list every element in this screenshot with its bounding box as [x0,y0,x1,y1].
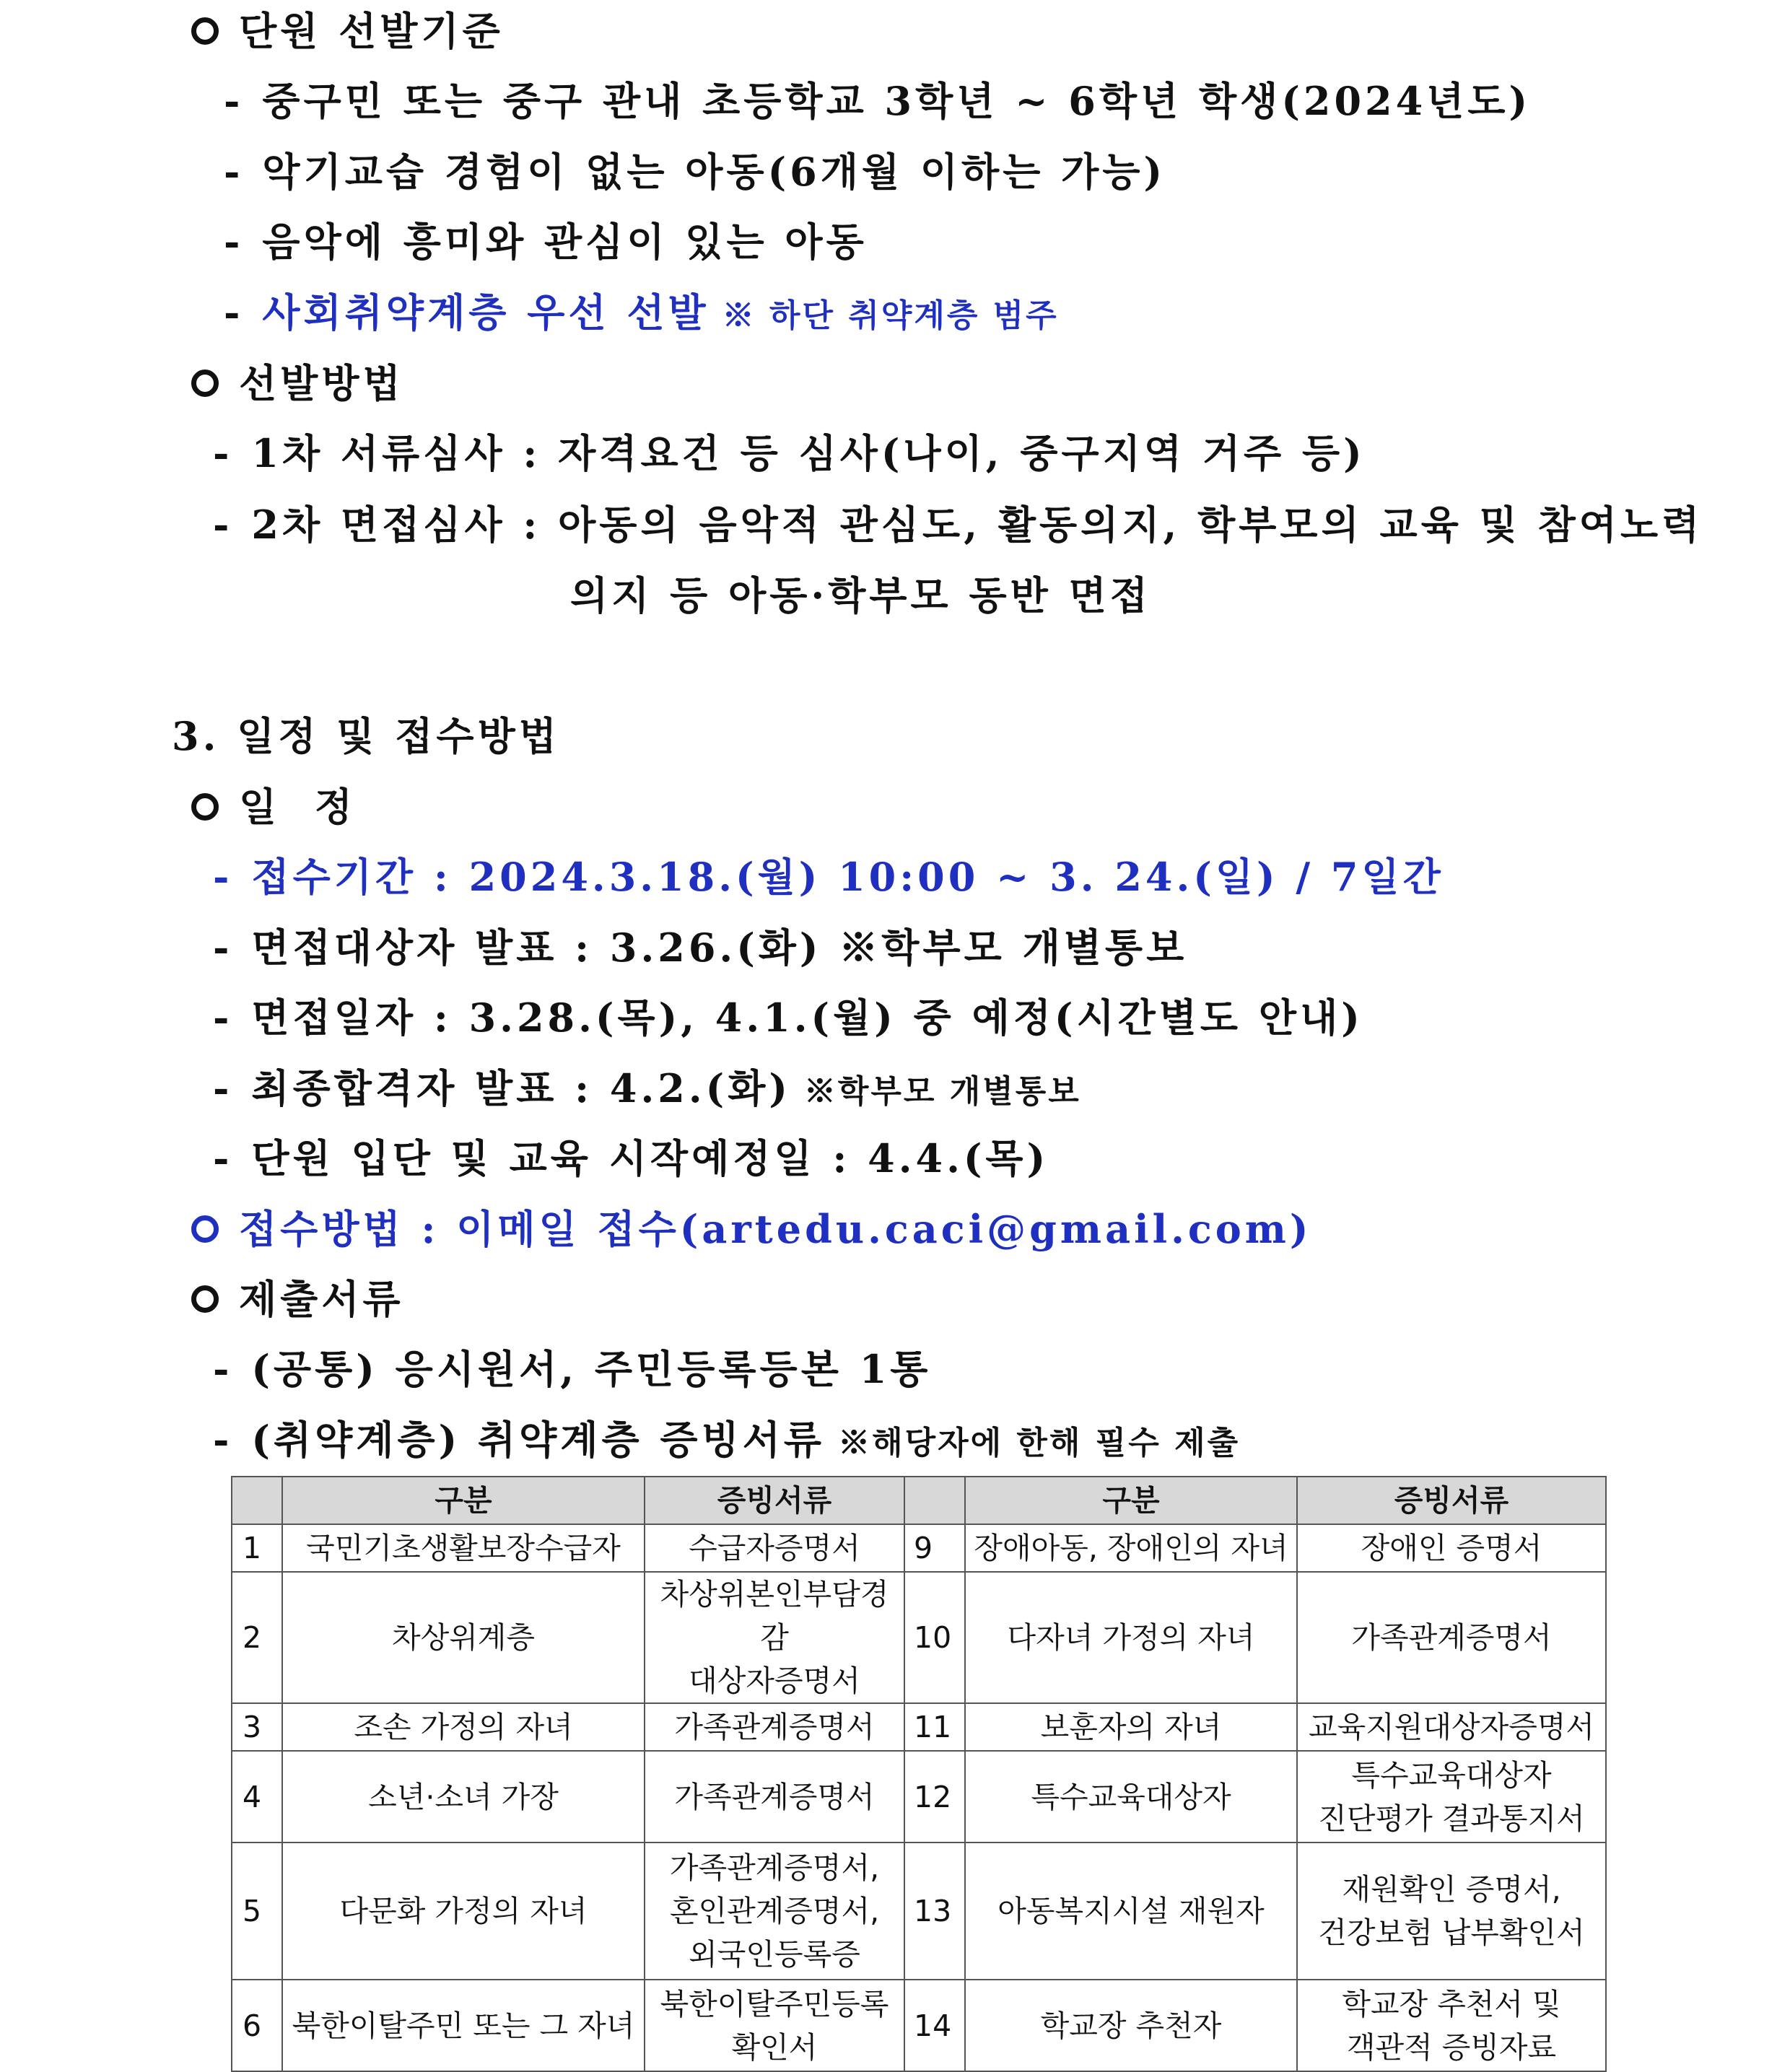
table-row [232,1703,1606,1751]
reception-method: 접수방법 : 이메일 접수(artedu.caci@gmail.com) [191,1204,1311,1254]
table-row [232,1842,1606,1980]
category-cell: 소년·소녀 가장 [282,1751,645,1842]
start-date: - 단원 입단 및 교육 시작예정일 : 4.4.(목) [213,1135,1049,1181]
table-row [232,1751,1606,1842]
category-cell: 장애아동, 장애인의 자녀 [965,1524,1297,1572]
criteria-item-2: - 악기교습 경험이 없는 아동(6개월 이하는 가능) [224,149,1166,195]
circle-bullet-icon [191,17,219,45]
category-cell: 다문화 가정의 자녀 [282,1842,645,1980]
circle-bullet-icon [191,793,219,821]
category-cell: 조손 가정의 자녀 [282,1703,645,1751]
document-cell: 학교장 추천서 및 객관적 증빙자료 [1297,1980,1606,2071]
row-number: 9 [904,1524,965,1572]
row-number: 1 [232,1524,282,1572]
category-cell: 학교장 추천자 [965,1980,1297,2071]
document-cell: 북한이탈주민등록 확인서 [645,1980,904,2071]
document-cell: 가족관계증명서, 혼인관계증명서, 외국인등록증 [645,1842,904,1980]
header-category: 구분 [965,1477,1297,1524]
circle-bullet-icon [191,1285,219,1313]
selection-criteria-heading: 단원 선발기준 [191,6,504,56]
row-number: 14 [904,1980,965,2071]
category-cell: 국민기초생활보장수급자 [282,1524,645,1572]
row-number: 6 [232,1980,282,2071]
row-number: 2 [232,1572,282,1703]
row-number: 3 [232,1703,282,1751]
row-number: 11 [904,1703,965,1751]
circle-bullet-icon [191,1215,219,1243]
common-docs: - (공통) 응시원서, 주민등록등본 1통 [213,1346,932,1392]
table-row [232,1524,1606,1572]
document-cell: 가족관계증명서 [1297,1572,1606,1703]
header-num [904,1477,965,1524]
table-row [232,1572,1606,1703]
category-cell: 특수교육대상자 [965,1751,1297,1842]
criteria-item-1: - 중구민 또는 중구 관내 초등학교 3학년 ~ 6학년 학생(2024년도) [224,78,1532,124]
document-cell: 특수교육대상자 진단평가 결과통지서 [1297,1751,1606,1842]
row-number: 12 [904,1751,965,1842]
final-announce: - 최종합격자 발표 : 4.2.(화) ※학부모 개별통보 [213,1065,1081,1111]
header-documents: 증빙서류 [1297,1477,1606,1524]
header-documents: 증빙서류 [645,1477,904,1524]
interview-date: - 면접일자 : 3.28.(목), 4.1.(월) 중 예정(시간별도 안내) [213,995,1363,1041]
schedule-heading: 일 정 [191,782,356,832]
document-cell: 재원확인 증명서, 건강보험 납부확인서 [1297,1842,1606,1980]
row-number: 4 [232,1751,282,1842]
reception-period: - 접수기간 : 2024.3.18.(월) 10:00 ~ 3. 24.(일) / 7일간 [213,854,1444,900]
circle-bullet-icon [191,370,219,397]
vulnerable-docs-table [231,1476,1607,2072]
header-category: 구분 [282,1477,645,1524]
section3-title: 3. 일정 및 접수방법 [172,713,560,759]
document-cell: 차상위본인부담경감 대상자증명서 [645,1572,904,1703]
table-header-row [232,1477,1606,1524]
criteria-item-3: - 음악에 흥미와 관심이 있는 아동 [224,219,868,265]
row-number: 5 [232,1842,282,1980]
interview-announce: - 면접대상자 발표 : 3.26.(화) ※학부모 개별통보 [213,924,1188,971]
documents-heading: 제출서류 [191,1274,404,1324]
document-cell: 장애인 증명서 [1297,1524,1606,1572]
category-cell: 다자녀 가정의 자녀 [965,1572,1297,1703]
document-cell: 수급자증명서 [645,1524,904,1572]
row-number: 10 [904,1572,965,1703]
criteria-priority: - 사회취약계층 우선 선발 ※ 하단 취약계층 범주 [224,289,1059,336]
document-cell: 교육지원대상자증명서 [1297,1703,1606,1751]
category-cell: 북한이탈주민 또는 그 자녀 [282,1980,645,2071]
document-cell: 가족관계증명서 [645,1703,904,1751]
category-cell: 보훈자의 자녀 [965,1703,1297,1751]
category-cell: 아동복지시설 재원자 [965,1842,1297,1980]
method-second: - 2차 면접심사 : 아동의 음악적 관심도, 활동의지, 학부모의 교육 및 참여노력 [213,502,1703,548]
vulnerable-docs: - (취약계층) 취약계층 증빙서류 ※해당자에 한해 필수 제출 [213,1417,1241,1463]
method-first: - 1차 서류심사 : 자격요건 등 심사(나이, 중구지역 거주 등) [213,430,1366,476]
row-number: 13 [904,1842,965,1980]
method-second-cont: 의지 등 아동·학부모 동반 면접 [570,572,1151,618]
table-row [232,1980,1606,2071]
category-cell: 차상위계층 [282,1572,645,1703]
document-cell: 가족관계증명서 [645,1751,904,1842]
header-num [232,1477,282,1524]
selection-method-heading: 선발방법 [191,358,404,408]
